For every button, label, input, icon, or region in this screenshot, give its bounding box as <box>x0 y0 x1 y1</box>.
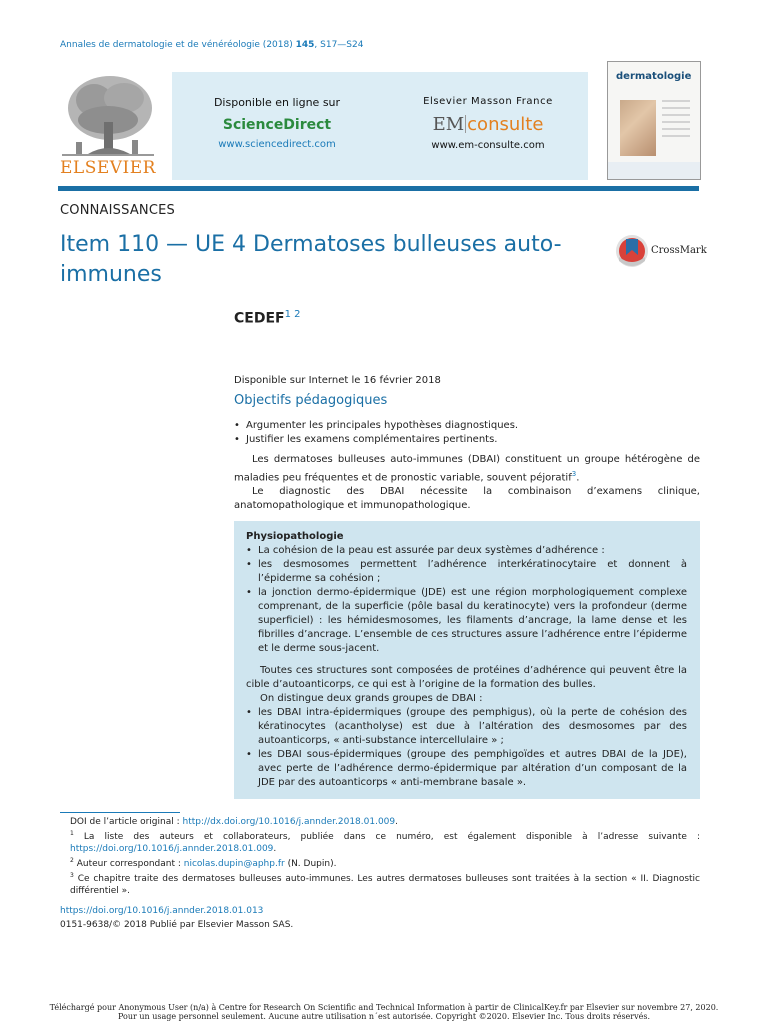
crossmark-icon <box>615 233 649 269</box>
objectives-list <box>234 419 704 447</box>
list-item: • les DBAI intra-épidermiques (groupe des pemphigus), où la perte de cohésion des kératinocytes (acantholyse) est due à l’altération des desmosomes par des autoanticorps, « anti-substance intercellulaire » ; <box>246 706 687 748</box>
download-notice-line-1: Téléchargé pour Anonymous User (n/a) à Centre for Research On Scientific and Technical Information à partir de ClinicalKey.fr par Elsevier sur novembre 27, 2020. <box>49 1003 719 1012</box>
article-doi-link[interactable]: https://doi.org/10.1016/j.annder.2018.01.013 <box>60 906 264 916</box>
footnote-rule <box>60 812 180 813</box>
footnote-doi-label: DOI de l’article original : <box>70 817 183 827</box>
em-logo-em: EM <box>432 114 465 135</box>
available-online-label: Disponible en ligne sur <box>213 96 341 109</box>
physiopathology-paragraph: On distingue deux grands groupes de DBAI : <box>260 693 483 704</box>
footnote-number: 2 <box>70 857 74 864</box>
physiopathology-box <box>234 521 700 799</box>
list-item: • Justifier les examens complémentaires pertinents. <box>234 433 704 447</box>
author-email-link[interactable]: nicolas.dupin@aphp.fr <box>183 859 285 869</box>
cover-contents <box>662 100 690 156</box>
list-item: • La cohésion de la peau est assurée par deux systèmes d’adhérence : <box>246 544 687 558</box>
contributors-doi-link[interactable]: https://doi.org/10.1016/j.annder.2018.01.009 <box>70 844 274 854</box>
list-item: • les DBAI sous-épidermiques (groupe des pemphigoïdes et autres DBAI de la JDE), avec perte de l’adhérence dermo-épidermique par altération d’un composant de la JDE par des autoanticorps « anti-membrane basale ». <box>246 748 687 790</box>
cover-band <box>608 162 700 179</box>
list-item: • la jonction dermo-épidermique (JDE) est une région morphologiquement complexe comprenant, de la superficie (pôle basal du keratinocyte) vers la profondeur (derme superficiel) : les hémidesmosomes, les filaments d’ancrage, la lame dense et les fibrilles d’ancrage. L’ensemble de ces structures assure l’adhérence entre l’épiderme et le derme sous-jacent. <box>246 586 687 656</box>
author-name: CEDEF <box>234 310 285 327</box>
intro-text-1-end: . <box>576 472 580 484</box>
footnote-number: 3 <box>70 872 74 879</box>
footnote-3 <box>60 870 700 897</box>
journal-name: Annales de dermatologie et de vénéréologie (2018) <box>60 40 296 50</box>
footnote-1 <box>60 828 700 855</box>
author-footnote-refs[interactable]: 1 2 <box>284 309 301 320</box>
download-notice-line-2: Pour un usage personnel seulement. Aucune autre utilisation n´est autorisée. Copyright ©2020. Elsevier Inc. Tous droits réservés. <box>117 1012 651 1021</box>
em-publisher-label: Elsevier Masson France <box>423 96 553 107</box>
footnote-doi <box>60 816 700 828</box>
em-logo-consulte: consulte <box>467 114 544 135</box>
footnote-doi-end: . <box>395 817 398 827</box>
article-title: Item 110 — UE 4 Dermatoses bulleuses auto-immunes <box>60 232 562 287</box>
header-rule <box>58 186 699 191</box>
list-item: • les desmosomes permettent l’adhérence interkératinocytaire et donnent à l’épiderme sa cohésion ; <box>246 558 687 586</box>
physiopathology-title: Physiopathologie <box>246 531 344 542</box>
original-doi-link[interactable]: http://dx.doi.org/10.1016/j.annder.2018.01.009 <box>182 817 396 827</box>
download-notice <box>0 1003 768 1021</box>
journal-cover[interactable] <box>607 61 701 180</box>
introduction <box>234 453 700 513</box>
publisher-wordmark: ELSEVIER <box>60 158 156 178</box>
journal-citation[interactable] <box>60 40 363 50</box>
intro-text-1: Les dermatoses bulleuses auto-immunes (DBAI) constituent un groupe hétérogène de maladies peu fréquentes et de pronostic variable, souvent péjoratif <box>234 454 700 484</box>
issn-copyright: 0151-9638/© 2018 Publié par Elsevier Masson SAS. <box>60 920 294 930</box>
cover-title: dermatologie <box>616 71 692 82</box>
em-logo-divider <box>465 115 466 133</box>
author <box>234 309 301 327</box>
journal-volume: 145 <box>295 40 315 50</box>
sciencedirect-link[interactable]: www.sciencedirect.com <box>218 139 336 150</box>
cover-image <box>620 100 656 156</box>
crossmark-badge[interactable] <box>615 233 715 269</box>
list-item: • Argumenter les principales hypothèses diagnostiques. <box>234 419 704 433</box>
section-label: CONNAISSANCES <box>60 203 175 218</box>
objectives-heading: Objectifs pédagogiques <box>234 393 388 408</box>
sciencedirect-logo[interactable]: ScienceDirect <box>222 117 332 133</box>
footnotes <box>60 816 700 897</box>
footnote-end: . <box>273 844 277 854</box>
em-consulte-link[interactable]: www.em-consulte.com <box>431 140 545 151</box>
em-consulte-logo[interactable] <box>388 114 588 135</box>
footnote-ref-3[interactable]: 3 <box>571 470 577 478</box>
footnote-text: Auteur correspondant : <box>76 859 184 869</box>
footnote-2 <box>60 855 700 870</box>
physiopathology-content <box>246 530 687 790</box>
intro-paragraph-2: Le diagnostic des DBAI nécessite la combinaison d’examens clinique, anatomopathologique et immunopathologique. <box>234 486 700 512</box>
available-date: Disponible sur Internet le 16 février 2018 <box>234 375 441 386</box>
availability-banner <box>172 72 588 180</box>
physiopathology-paragraph: Toutes ces structures sont composées de protéines d’adhérence qui peuvent être la cible d’autoanticorps, ce qui est à l’origine de la formation des bulles. <box>246 665 687 690</box>
footnote-number: 1 <box>70 830 74 837</box>
footnote-text: Ce chapitre traite des dermatoses bulleuses auto-immunes. Les autres dermatoses bulleuses sont traitées à la section « II. Diagnostic différentiel ». <box>70 874 700 896</box>
crossmark-label: CrossMark <box>651 245 707 256</box>
footnote-end: (N. Dupin). <box>284 859 337 869</box>
journal-pages: , S17—S24 <box>314 40 364 50</box>
footnote-text: La liste des auteurs et collaborateurs, publiée dans ce numéro, est également disponible à l’adresse suivante : <box>83 832 700 842</box>
intro-paragraph-1 <box>234 453 700 485</box>
